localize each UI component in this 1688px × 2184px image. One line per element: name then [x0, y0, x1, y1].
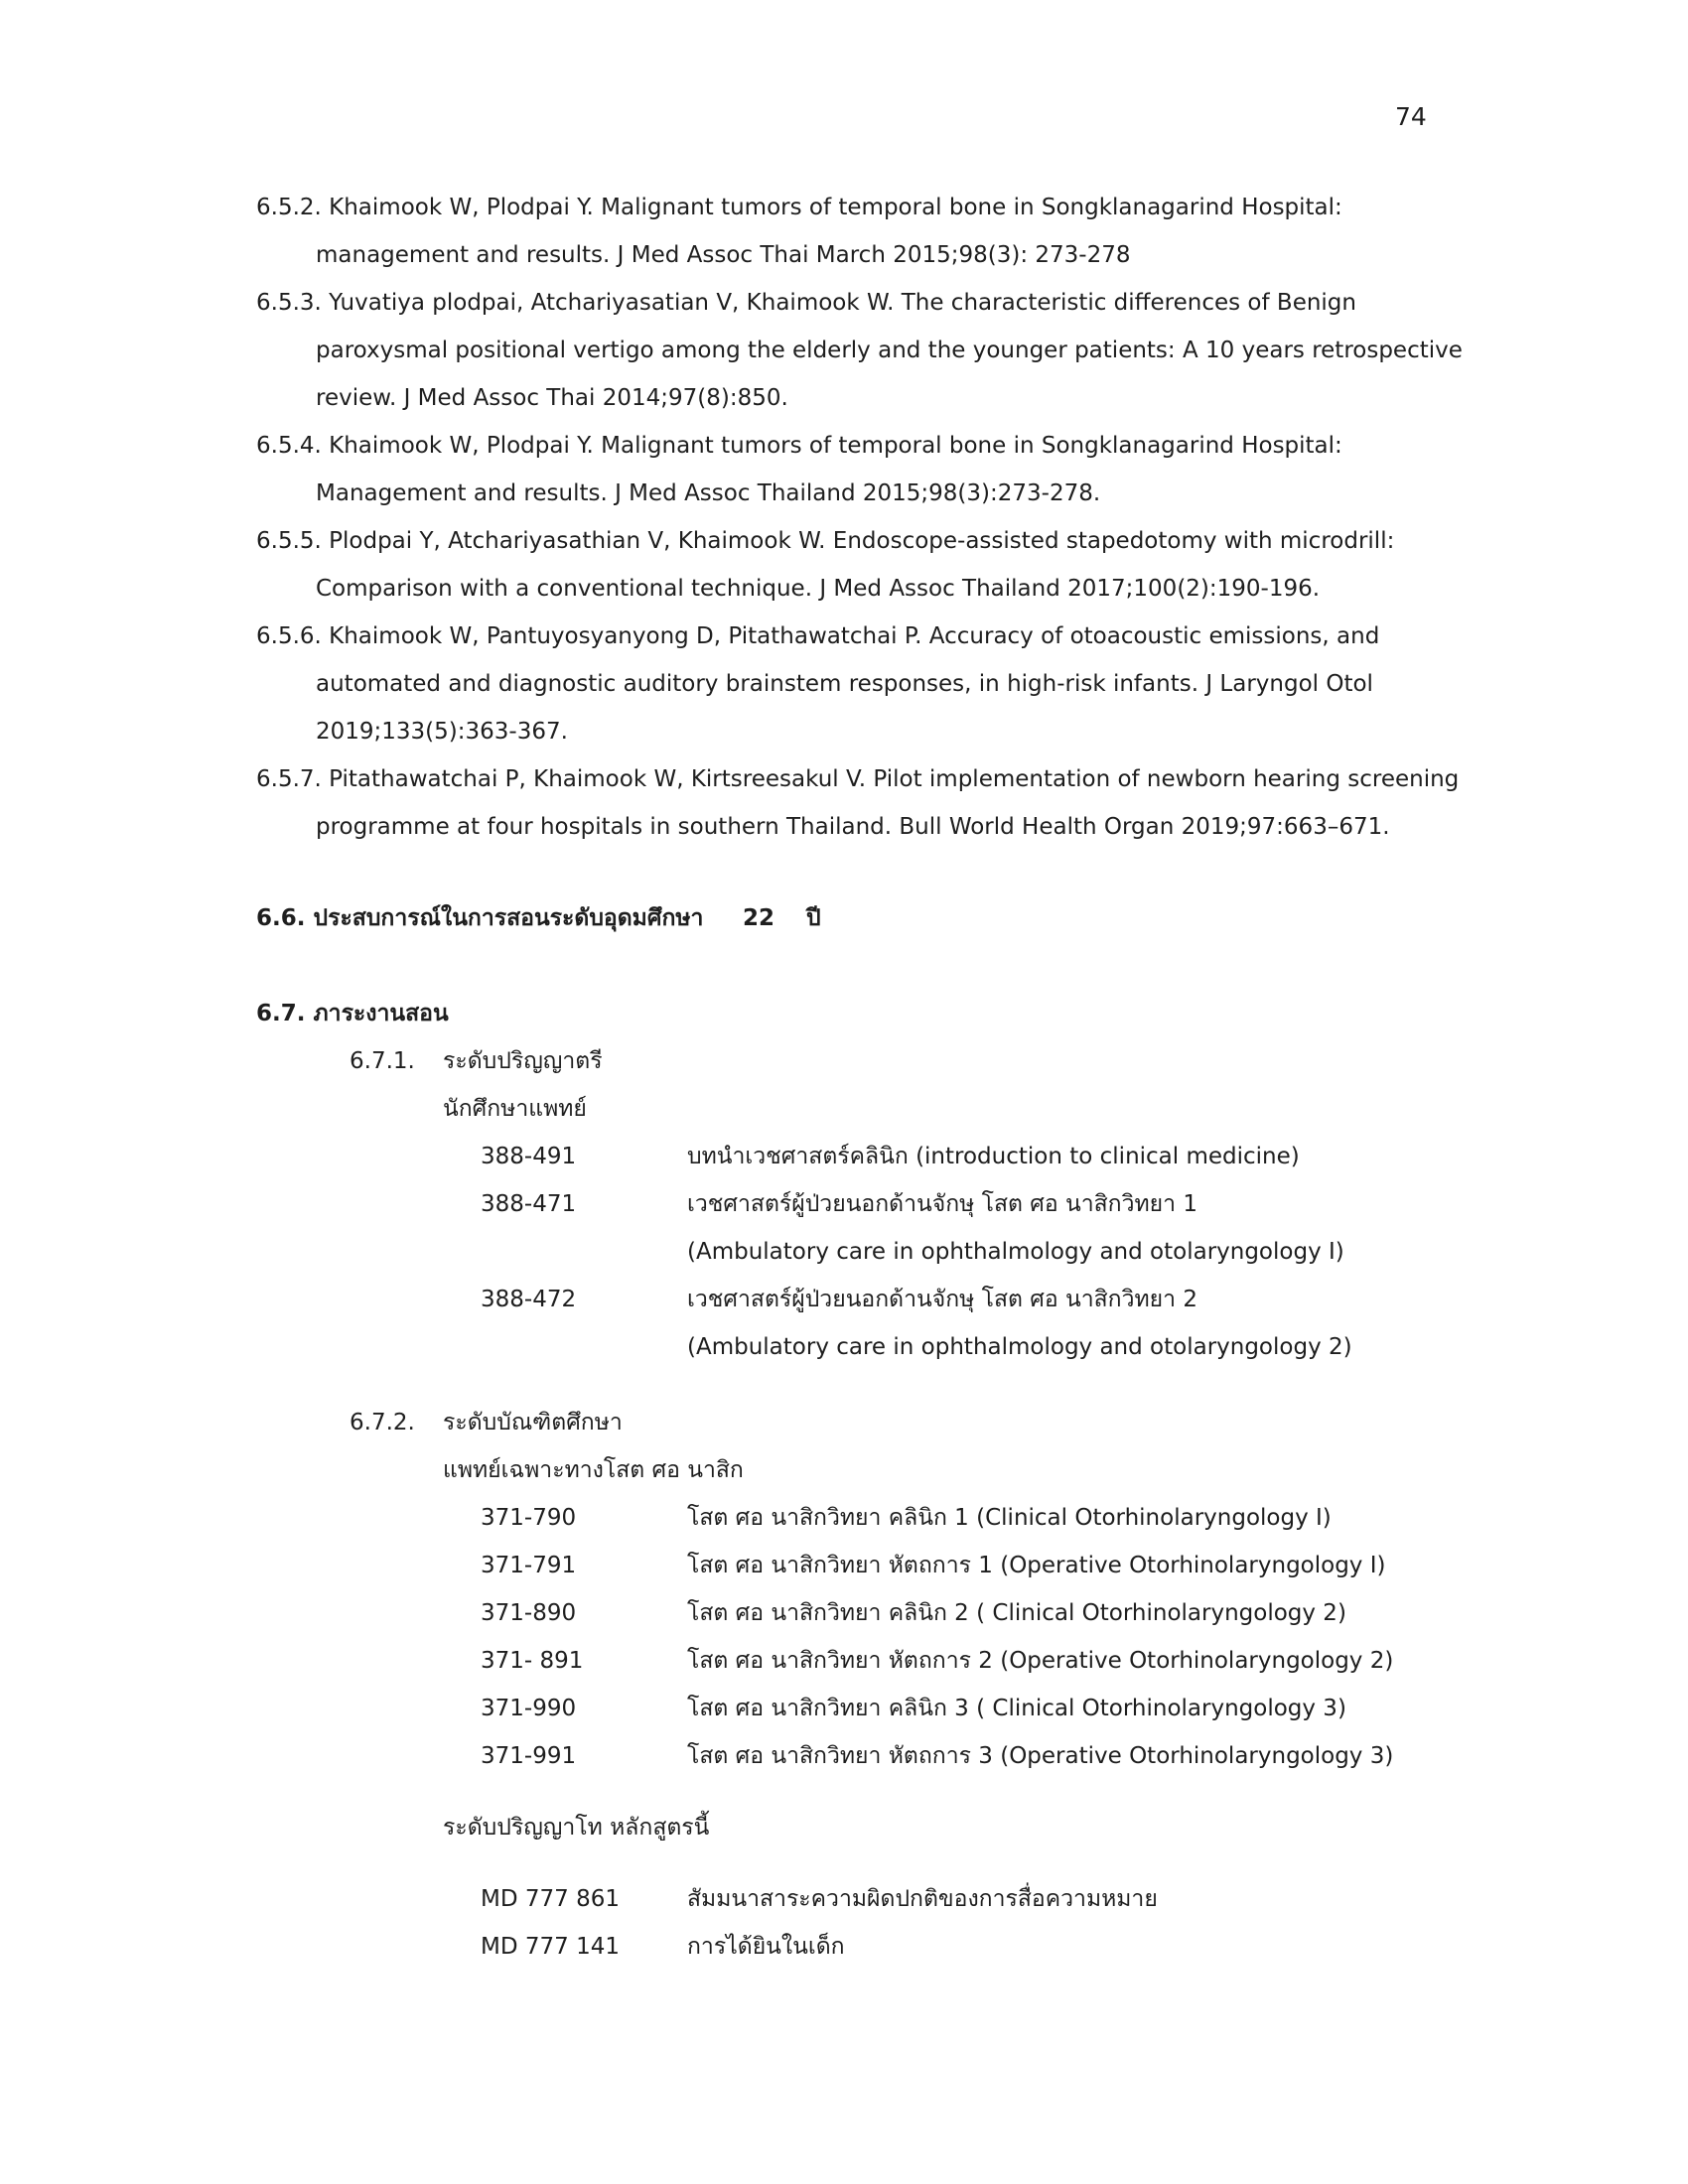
course-code: 371-791 — [481, 1553, 577, 1578]
years-value: 22 — [743, 905, 775, 931]
subsection-number: 6.7.2. — [350, 1410, 415, 1435]
publication-line: 2019;133(5):363-367. — [316, 719, 568, 745]
course-code: MD 777 861 — [481, 1886, 620, 1912]
course-title: เวชศาสตร์ผู้ป่วยนอกด้านจักษุ โสต ศอ นาสิกวิทยา 2 — [687, 1287, 1197, 1312]
course-code: 371-991 — [481, 1743, 577, 1769]
course-title: (Ambulatory care in ophthalmology and otolaryngology 2) — [687, 1334, 1352, 1360]
subsection-label: ระดับบัณฑิตศึกษา — [443, 1410, 623, 1435]
publication-line: 6.5.6. Khaimook W, Pantuyosyanyong D, Pitathawatchai P. Accuracy of otoacoustic emissions, and — [256, 623, 1380, 649]
subsection-number: 6.7.1. — [350, 1048, 415, 1074]
subsection-label: ระดับปริญญาตรี — [443, 1048, 603, 1074]
publication-line: programme at four hospitals in southern Thailand. Bull World Health Organ 2019;97:663–671. — [316, 814, 1390, 840]
course-code: 371-890 — [481, 1600, 577, 1626]
course-code: 388-472 — [481, 1287, 577, 1312]
course-title: โสต ศอ นาสิกวิทยา คลินิก 1 (Clinical Otorhinolaryngology I) — [687, 1505, 1332, 1531]
publication-line: paroxysmal positional vertigo among the elderly and the younger patients: A 10 years retrospective — [316, 338, 1463, 363]
course-code: 371- 891 — [481, 1648, 584, 1674]
publication-line: management and results. J Med Assoc Thai March 2015;98(3): 273-278 — [316, 242, 1131, 268]
publication-line: 6.5.4. Khaimook W, Plodpai Y. Malignant tumors of temporal bone in Songklanagarind Hospital: — [256, 433, 1342, 459]
course-title: การได้ยินในเด็ก — [687, 1934, 845, 1960]
publication-line: automated and diagnostic auditory brainstem responses, in high-risk infants. J Laryngol Otol — [316, 671, 1373, 697]
course-title: สัมมนาสาระความผิดปกติของการสื่อความหมาย — [687, 1886, 1158, 1912]
publication-line: review. J Med Assoc Thai 2014;97(8):850. — [316, 385, 788, 411]
publication-line: 6.5.7. Pitathawatchai P, Khaimook W, Kirtsreesakul V. Pilot implementation of newborn hearing screening — [256, 766, 1460, 792]
course-code: 388-491 — [481, 1144, 577, 1169]
group-label: นักศึกษาแพทย์ — [443, 1096, 587, 1122]
course-title: โสต ศอ นาสิกวิทยา หัตถการ 1 (Operative Otorhinolaryngology I) — [687, 1553, 1386, 1578]
publication-line: Management and results. J Med Assoc Thailand 2015;98(3):273-278. — [316, 480, 1101, 506]
section-heading: 6.6. ประสบการณ์ในการสอนระดับอุดมศึกษา — [256, 905, 704, 931]
publication-line: 6.5.5. Plodpai Y, Atchariyasathian V, Khaimook W. Endoscope-assisted stapedotomy with microdrill: — [256, 528, 1395, 554]
subsection-label: ระดับปริญญาโท หลักสูตรนี้ — [443, 1815, 710, 1841]
section-heading: 6.7. ภาระงานสอน — [256, 1001, 449, 1026]
course-title: โสต ศอ นาสิกวิทยา คลินิก 2 ( Clinical Otorhinolaryngology 2) — [687, 1600, 1346, 1626]
course-title: โสต ศอ นาสิกวิทยา คลินิก 3 ( Clinical Otorhinolaryngology 3) — [687, 1696, 1346, 1721]
page-number: 74 — [1395, 102, 1427, 131]
course-code: MD 777 141 — [481, 1934, 620, 1960]
publication-line: 6.5.3. Yuvatiya plodpai, Atchariyasatian V, Khaimook W. The characteristic differences of Benign — [256, 290, 1356, 316]
course-title: (Ambulatory care in ophthalmology and otolaryngology I) — [687, 1239, 1344, 1265]
course-title: บทนำเวชศาสตร์คลินิก (introduction to clinical medicine) — [687, 1144, 1300, 1169]
publication-line: 6.5.2. Khaimook W, Plodpai Y. Malignant tumors of temporal bone in Songklanagarind Hospital: — [256, 195, 1342, 220]
course-code: 371-790 — [481, 1505, 577, 1531]
years-unit: ปี — [806, 905, 821, 931]
course-title: โสต ศอ นาสิกวิทยา หัตถการ 2 (Operative Otorhinolaryngology 2) — [687, 1648, 1394, 1674]
course-title: โสต ศอ นาสิกวิทยา หัตถการ 3 (Operative Otorhinolaryngology 3) — [687, 1743, 1394, 1769]
publication-line: Comparison with a conventional technique. J Med Assoc Thailand 2017;100(2):190-196. — [316, 576, 1321, 602]
group-label: แพทย์เฉพาะทางโสต ศอ นาสิก — [443, 1457, 744, 1483]
course-code: 388-471 — [481, 1191, 577, 1217]
course-code: 371-990 — [481, 1696, 577, 1721]
course-title: เวชศาสตร์ผู้ป่วยนอกด้านจักษุ โสต ศอ นาสิกวิทยา 1 — [687, 1191, 1197, 1217]
